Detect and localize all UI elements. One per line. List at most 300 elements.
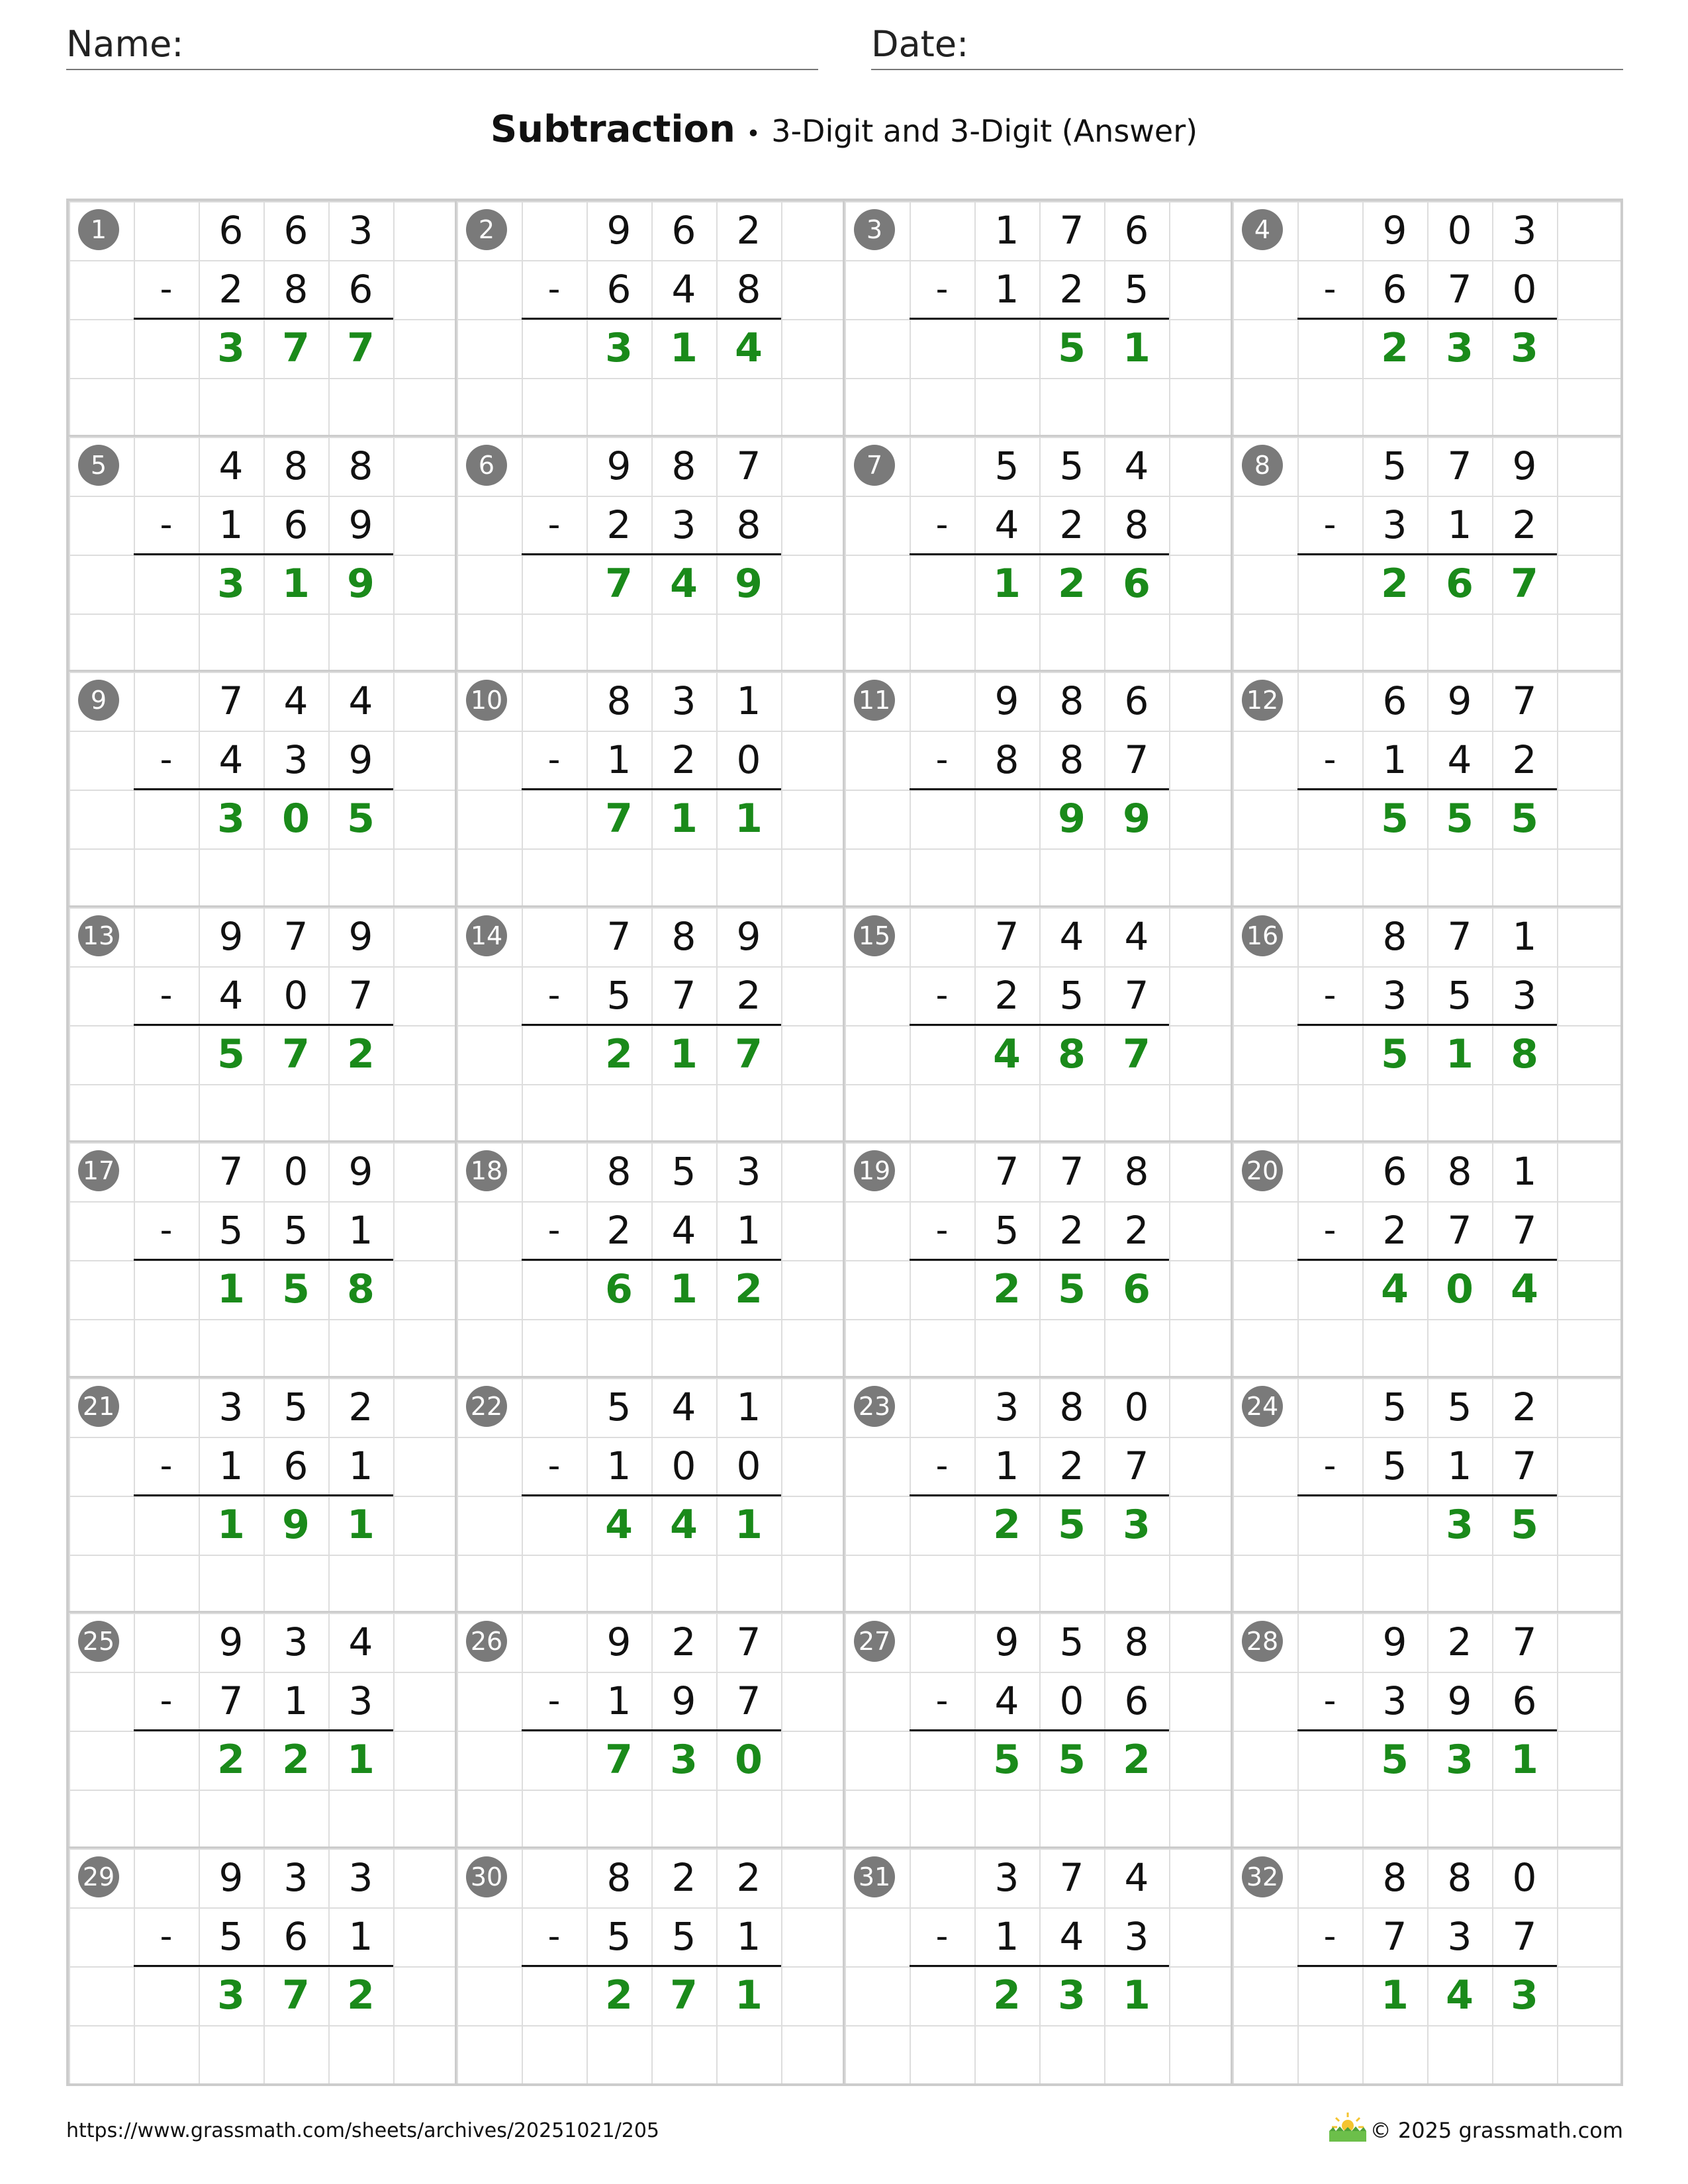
subtrahend-digit: 2 <box>736 972 761 1018</box>
minuend-digit: 2 <box>1512 1384 1537 1430</box>
answer-digit: 7 <box>605 560 633 607</box>
problem-2 <box>457 201 845 437</box>
minus-sign: - <box>160 1681 173 1721</box>
minuend-digit: 4 <box>671 1384 696 1430</box>
subtrahend-digit: 7 <box>1124 1443 1149 1488</box>
problem-5 <box>69 437 457 672</box>
subtrahend-digit: 6 <box>1382 267 1407 312</box>
subtrahend-digit: 1 <box>283 1678 308 1723</box>
minuend-digit: 9 <box>218 1854 244 1900</box>
problem-24 <box>1233 1378 1620 1614</box>
minuend-digit: 7 <box>218 678 244 723</box>
problem-number-badge: 3 <box>854 209 895 250</box>
subtrahend-digit: 2 <box>1059 267 1084 312</box>
subtrahend-digit: 3 <box>1382 502 1407 547</box>
problem-8 <box>1233 437 1620 672</box>
subtrahend-digit: 5 <box>606 972 632 1018</box>
answer-digit: 1 <box>670 796 698 842</box>
subtrahend-digit: 7 <box>1447 267 1472 312</box>
minuend-digit: 8 <box>606 1854 632 1900</box>
footer-url: https://www.grassmath.com/sheets/archives/20251021/205 <box>66 2119 660 2142</box>
answer-digit: 9 <box>1123 796 1150 842</box>
minuend-digit: 2 <box>671 1619 696 1664</box>
problem-number-badge: 30 <box>466 1856 507 1897</box>
minuend-digit: 7 <box>283 913 308 959</box>
answer-digit: 2 <box>1123 1737 1150 1783</box>
minus-sign: - <box>160 975 173 1015</box>
answer-digit: 5 <box>217 1030 245 1077</box>
subtrahend-digit: 4 <box>1447 737 1472 782</box>
subtrahend-digit: 0 <box>736 737 761 782</box>
problem-4 <box>1233 201 1620 437</box>
minus-sign: - <box>935 504 949 545</box>
answer-digit: 3 <box>217 796 245 842</box>
minuend-digit: 1 <box>994 208 1019 253</box>
answer-digit: 4 <box>670 1501 698 1548</box>
answer-digit: 1 <box>670 1266 698 1312</box>
minus-sign: - <box>1323 269 1336 309</box>
minuend-digit: 6 <box>218 208 244 253</box>
minuend-digit: 0 <box>1512 1854 1537 1900</box>
problem-number-badge: 23 <box>854 1386 895 1427</box>
answer-digit: 5 <box>1381 1737 1409 1783</box>
minuend-digit: 6 <box>1124 208 1149 253</box>
answer-digit: 1 <box>217 1501 245 1548</box>
subtrahend-digit: 2 <box>671 737 696 782</box>
minuend-digit: 5 <box>1059 1619 1084 1664</box>
minuend-digit: 7 <box>736 1619 761 1664</box>
subtrahend-digit: 3 <box>1382 1678 1407 1723</box>
minuend-digit: 8 <box>1059 678 1084 723</box>
answer-digit: 1 <box>1123 1972 1150 2019</box>
subtrahend-digit: 5 <box>218 1913 244 1959</box>
subtrahend-digit: 3 <box>283 737 308 782</box>
problem-number-badge: 20 <box>1242 1150 1283 1191</box>
answer-digit: 1 <box>347 1737 375 1783</box>
date-field[interactable] <box>871 19 1623 70</box>
answer-digit: 2 <box>605 1972 633 2019</box>
subtrahend-digit: 1 <box>736 1208 761 1253</box>
subtrahend-digit: 4 <box>218 737 244 782</box>
problem-number-badge: 29 <box>78 1856 119 1897</box>
problem-30 <box>457 1848 845 2084</box>
answer-digit: 3 <box>1123 1501 1150 1548</box>
answer-digit: 6 <box>1123 1266 1150 1312</box>
problem-6 <box>457 437 845 672</box>
subtrahend-digit: 8 <box>994 737 1019 782</box>
minuend-digit: 7 <box>994 1149 1019 1194</box>
problem-20 <box>1233 1142 1620 1378</box>
subtrahend-digit: 1 <box>606 1443 632 1488</box>
minus-sign: - <box>935 1210 949 1250</box>
subtrahend-digit: 9 <box>1447 1678 1472 1723</box>
answer-digit: 2 <box>735 1266 763 1312</box>
answer-digit: 2 <box>993 1501 1021 1548</box>
problem-number-badge: 10 <box>466 680 507 721</box>
problem-26 <box>457 1613 845 1848</box>
problem-13 <box>69 907 457 1143</box>
minuend-digit: 5 <box>1382 443 1407 488</box>
subtrahend-digit: 3 <box>348 1678 373 1723</box>
minuend-digit: 8 <box>283 443 308 488</box>
subtrahend-digit: 1 <box>1447 502 1472 547</box>
minuend-digit: 9 <box>1447 678 1472 723</box>
subtrahend-digit: 4 <box>671 1208 696 1253</box>
problem-number-badge: 25 <box>78 1621 119 1662</box>
minuend-digit: 0 <box>1124 1384 1149 1430</box>
subtrahend-digit: 7 <box>1382 1913 1407 1959</box>
minuend-digit: 5 <box>283 1384 308 1430</box>
minus-sign: - <box>547 975 561 1015</box>
answer-digit: 5 <box>1446 796 1474 842</box>
subtrahend-digit: 9 <box>348 737 373 782</box>
answer-digit: 4 <box>1381 1266 1409 1312</box>
name-label: Name: <box>66 23 184 65</box>
answer-digit: 9 <box>735 560 763 607</box>
minuend-digit: 5 <box>994 443 1019 488</box>
minuend-digit: 3 <box>283 1854 308 1900</box>
minus-sign: - <box>160 269 173 309</box>
minuend-digit: 8 <box>1124 1619 1149 1664</box>
subtrahend-digit: 2 <box>1382 1208 1407 1253</box>
subtrahend-digit: 8 <box>736 267 761 312</box>
subtrahend-digit: 5 <box>1382 1443 1407 1488</box>
subtrahend-digit: 7 <box>1512 1913 1537 1959</box>
minuend-digit: 3 <box>348 1854 373 1900</box>
answer-digit: 6 <box>1123 560 1150 607</box>
subtrahend-digit: 7 <box>671 972 696 1018</box>
problem-31 <box>845 1848 1233 2084</box>
minus-sign: - <box>1323 975 1336 1015</box>
problem-grid <box>66 199 1623 2086</box>
subtrahend-digit: 8 <box>736 502 761 547</box>
subtrahend-digit: 1 <box>218 1443 244 1488</box>
answer-digit: 7 <box>735 1030 763 1077</box>
problem-number-badge: 18 <box>466 1150 507 1191</box>
problem-number-badge: 1 <box>78 209 119 250</box>
subtrahend-digit: 5 <box>283 1208 308 1253</box>
answer-digit: 9 <box>1058 796 1086 842</box>
problem-number-badge: 24 <box>1242 1386 1283 1427</box>
minuend-digit: 8 <box>1447 1854 1472 1900</box>
minuend-digit: 0 <box>283 1149 308 1194</box>
minuend-digit: 7 <box>994 913 1019 959</box>
minuend-digit: 9 <box>1382 208 1407 253</box>
subtrahend-digit: 2 <box>1512 502 1537 547</box>
minuend-digit: 7 <box>1059 1149 1084 1194</box>
problem-number-badge: 6 <box>466 445 507 486</box>
subtrahend-digit: 5 <box>606 1913 632 1959</box>
title-separator: • <box>746 120 761 148</box>
answer-digit: 1 <box>670 1030 698 1077</box>
answer-digit: 9 <box>347 560 375 607</box>
problem-25 <box>69 1613 457 1848</box>
answer-digit: 7 <box>347 325 375 371</box>
subtrahend-digit: 3 <box>1124 1913 1149 1959</box>
answer-digit: 5 <box>1058 325 1086 371</box>
subtrahend-digit: 6 <box>283 1913 308 1959</box>
minuend-digit: 6 <box>671 208 696 253</box>
answer-digit: 2 <box>1381 560 1409 607</box>
answer-digit: 5 <box>1381 796 1409 842</box>
subtrahend-digit: 1 <box>736 1913 761 1959</box>
minus-sign: - <box>1323 740 1336 780</box>
subtrahend-digit: 1 <box>348 1208 373 1253</box>
minuend-digit: 3 <box>994 1384 1019 1430</box>
subtrahend-digit: 5 <box>218 1208 244 1253</box>
problem-7 <box>845 437 1233 672</box>
answer-digit: 3 <box>1446 1501 1474 1548</box>
subtrahend-digit: 8 <box>1059 737 1084 782</box>
minuend-digit: 6 <box>283 208 308 253</box>
answer-digit: 7 <box>282 325 310 371</box>
minus-sign: - <box>1323 1210 1336 1250</box>
page-title <box>0 106 1688 158</box>
subtrahend-digit: 7 <box>1124 972 1149 1018</box>
minus-sign: - <box>1323 1681 1336 1721</box>
answer-digit: 2 <box>605 1030 633 1077</box>
answer-digit: 1 <box>1446 1030 1474 1077</box>
subtrahend-digit: 4 <box>994 502 1019 547</box>
minus-sign: - <box>935 1445 949 1486</box>
problem-number-badge: 27 <box>854 1621 895 1662</box>
subtrahend-digit: 4 <box>994 1678 1019 1723</box>
subtrahend-digit: 7 <box>1512 1443 1537 1488</box>
subtrahend-digit: 9 <box>671 1678 696 1723</box>
answer-digit: 6 <box>1446 560 1474 607</box>
minuend-digit: 2 <box>736 208 761 253</box>
answer-digit: 5 <box>282 1266 310 1312</box>
minuend-digit: 3 <box>736 1149 761 1194</box>
problem-number-badge: 2 <box>466 209 507 250</box>
minus-sign: - <box>160 1210 173 1250</box>
problem-16 <box>1233 907 1620 1143</box>
answer-digit: 1 <box>993 560 1021 607</box>
problem-number-badge: 13 <box>78 915 119 956</box>
minus-sign: - <box>547 1445 561 1486</box>
minuend-digit: 4 <box>1124 443 1149 488</box>
subtrahend-digit: 6 <box>1512 1678 1537 1723</box>
date-label: Date: <box>871 23 969 65</box>
subtrahend-digit: 6 <box>606 267 632 312</box>
minuend-digit: 7 <box>1447 913 1472 959</box>
problem-number-badge: 11 <box>854 680 895 721</box>
answer-digit: 1 <box>735 1972 763 2019</box>
problem-28 <box>1233 1613 1620 1848</box>
subtrahend-digit: 7 <box>218 1678 244 1723</box>
minuend-digit: 9 <box>218 913 244 959</box>
problem-number-badge: 16 <box>1242 915 1283 956</box>
problem-number-badge: 8 <box>1242 445 1283 486</box>
minus-sign: - <box>547 504 561 545</box>
answer-digit: 1 <box>1123 325 1150 371</box>
answer-digit: 2 <box>1058 560 1086 607</box>
minuend-digit: 3 <box>348 208 373 253</box>
answer-digit: 0 <box>1446 1266 1474 1312</box>
subtrahend-digit: 1 <box>994 1443 1019 1488</box>
answer-digit: 2 <box>282 1737 310 1783</box>
minus-sign: - <box>935 975 949 1015</box>
answer-digit: 3 <box>217 325 245 371</box>
minuend-digit: 7 <box>1447 443 1472 488</box>
minuend-digit: 9 <box>606 443 632 488</box>
minuend-digit: 8 <box>348 443 373 488</box>
minus-sign: - <box>1323 1916 1336 1956</box>
footer-copyright: © 2025 grassmath.com <box>1370 2118 1623 2143</box>
answer-digit: 2 <box>1381 325 1409 371</box>
subtrahend-digit: 6 <box>348 267 373 312</box>
answer-digit: 4 <box>1446 1972 1474 2019</box>
minuend-digit: 3 <box>218 1384 244 1430</box>
subtrahend-digit: 3 <box>1512 972 1537 1018</box>
answer-digit: 7 <box>1511 560 1538 607</box>
answer-digit: 4 <box>1511 1266 1538 1312</box>
answer-digit: 2 <box>993 1972 1021 2019</box>
answer-digit: 5 <box>1058 1266 1086 1312</box>
minus-sign: - <box>935 269 949 309</box>
answer-digit: 2 <box>217 1737 245 1783</box>
subtrahend-digit: 1 <box>1382 737 1407 782</box>
minuend-digit: 9 <box>606 208 632 253</box>
minuend-digit: 9 <box>218 1619 244 1664</box>
minuend-digit: 9 <box>1512 443 1537 488</box>
minuend-digit: 7 <box>1059 208 1084 253</box>
minus-sign: - <box>547 1210 561 1250</box>
subtrahend-digit: 6 <box>283 502 308 547</box>
subtrahend-digit: 5 <box>671 1913 696 1959</box>
minuend-digit: 8 <box>606 678 632 723</box>
subtrahend-digit: 2 <box>1124 1208 1149 1253</box>
minuend-digit: 3 <box>671 678 696 723</box>
subtrahend-digit: 9 <box>348 502 373 547</box>
problem-18 <box>457 1142 845 1378</box>
minuend-digit: 2 <box>1447 1619 1472 1664</box>
minuend-digit: 4 <box>283 678 308 723</box>
answer-digit: 8 <box>1058 1030 1086 1077</box>
minuend-digit: 5 <box>1447 1384 1472 1430</box>
problem-number-badge: 14 <box>466 915 507 956</box>
name-field[interactable] <box>66 19 818 70</box>
problem-22 <box>457 1378 845 1614</box>
answer-digit: 2 <box>347 1030 375 1077</box>
subtrahend-digit: 8 <box>1124 502 1149 547</box>
answer-digit: 2 <box>993 1266 1021 1312</box>
minuend-digit: 1 <box>736 678 761 723</box>
subtrahend-digit: 4 <box>671 267 696 312</box>
answer-digit: 5 <box>1058 1501 1086 1548</box>
minuend-digit: 7 <box>218 1149 244 1194</box>
subtrahend-digit: 3 <box>1447 1913 1472 1959</box>
problem-21 <box>69 1378 457 1614</box>
minuend-digit: 7 <box>1512 678 1537 723</box>
minus-sign: - <box>1323 1445 1336 1486</box>
minuend-digit: 8 <box>1382 1854 1407 1900</box>
minus-sign: - <box>160 504 173 545</box>
subtrahend-digit: 5 <box>1059 972 1084 1018</box>
answer-digit: 1 <box>282 560 310 607</box>
minuend-digit: 7 <box>1059 1854 1084 1900</box>
answer-digit: 1 <box>1511 1737 1538 1783</box>
minus-sign: - <box>547 740 561 780</box>
problem-number-badge: 12 <box>1242 680 1283 721</box>
minus-sign: - <box>1323 504 1336 545</box>
problem-number-badge: 31 <box>854 1856 895 1897</box>
answer-digit: 5 <box>993 1737 1021 1783</box>
answer-digit: 8 <box>347 1266 375 1312</box>
answer-digit: 8 <box>1511 1030 1538 1077</box>
minuend-digit: 4 <box>1124 913 1149 959</box>
problem-17 <box>69 1142 457 1378</box>
minuend-digit: 4 <box>348 678 373 723</box>
minuend-digit: 8 <box>671 913 696 959</box>
problem-3 <box>845 201 1233 437</box>
minuend-digit: 6 <box>1382 678 1407 723</box>
answer-digit: 1 <box>217 1266 245 1312</box>
minuend-digit: 2 <box>348 1384 373 1430</box>
title-main: Subtraction <box>490 108 735 151</box>
minus-sign: - <box>935 1916 949 1956</box>
subtrahend-digit: 1 <box>994 1913 1019 1959</box>
answer-digit: 9 <box>282 1501 310 1548</box>
title-subtitle: 3-Digit and 3-Digit (Answer) <box>771 113 1198 149</box>
problem-23 <box>845 1378 1233 1614</box>
answer-digit: 7 <box>605 796 633 842</box>
problem-9 <box>69 672 457 907</box>
subtrahend-digit: 6 <box>1124 1678 1149 1723</box>
answer-digit: 3 <box>1446 1737 1474 1783</box>
answer-digit: 1 <box>1381 1972 1409 2019</box>
minuend-digit: 9 <box>348 1149 373 1194</box>
answer-digit: 6 <box>605 1266 633 1312</box>
minuend-digit: 7 <box>1512 1619 1537 1664</box>
minuend-digit: 9 <box>348 913 373 959</box>
minus-sign: - <box>160 740 173 780</box>
problem-number-badge: 21 <box>78 1386 119 1427</box>
answer-digit: 4 <box>670 560 698 607</box>
answer-digit: 7 <box>1123 1030 1150 1077</box>
answer-digit: 3 <box>1058 1972 1086 2019</box>
answer-digit: 0 <box>735 1737 763 1783</box>
answer-digit: 2 <box>347 1972 375 2019</box>
answer-digit: 4 <box>993 1030 1021 1077</box>
problem-10 <box>457 672 845 907</box>
subtrahend-digit: 2 <box>218 267 244 312</box>
answer-digit: 4 <box>735 325 763 371</box>
subtrahend-digit: 5 <box>1124 267 1149 312</box>
subtrahend-digit: 0 <box>671 1443 696 1488</box>
subtrahend-digit: 7 <box>1447 1208 1472 1253</box>
minuend-digit: 7 <box>606 913 632 959</box>
problem-29 <box>69 1848 457 2084</box>
answer-digit: 3 <box>1511 1972 1538 2019</box>
problem-number-badge: 32 <box>1242 1856 1283 1897</box>
minus-sign: - <box>160 1445 173 1486</box>
minuend-digit: 8 <box>606 1149 632 1194</box>
answer-digit: 5 <box>1511 1501 1538 1548</box>
minuend-digit: 9 <box>994 1619 1019 1664</box>
minuend-digit: 7 <box>736 443 761 488</box>
problem-number-badge: 4 <box>1242 209 1283 250</box>
answer-digit: 7 <box>282 1972 310 2019</box>
minuend-digit: 3 <box>994 1854 1019 1900</box>
minuend-digit: 2 <box>671 1854 696 1900</box>
minuend-digit: 5 <box>1382 1384 1407 1430</box>
minuend-digit: 4 <box>218 443 244 488</box>
minuend-digit: 5 <box>671 1149 696 1194</box>
subtrahend-digit: 6 <box>283 1443 308 1488</box>
minuend-digit: 4 <box>1059 913 1084 959</box>
answer-digit: 5 <box>1511 796 1538 842</box>
